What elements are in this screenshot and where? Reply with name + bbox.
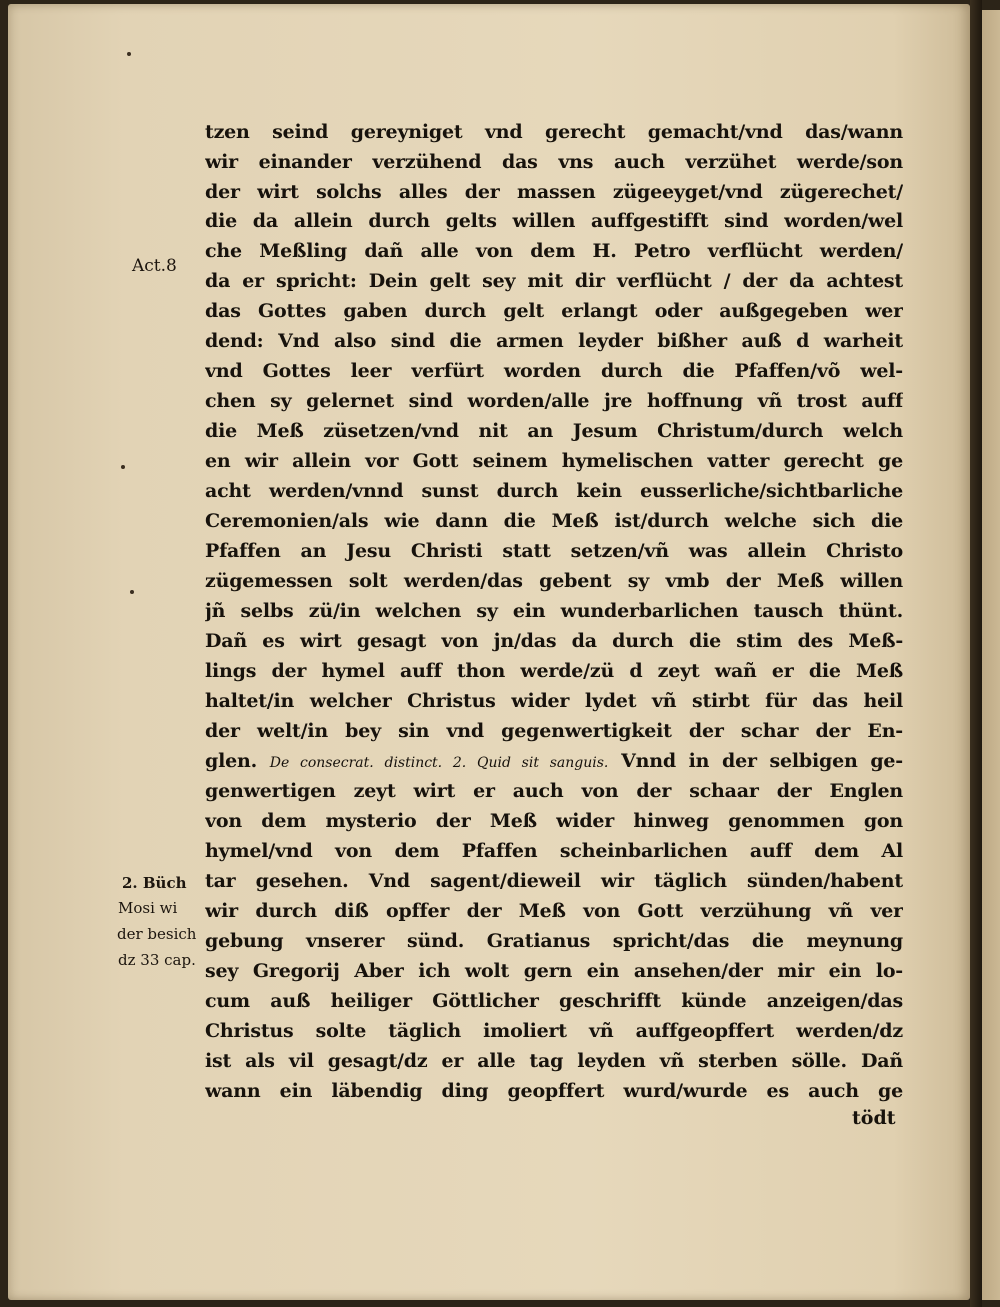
- margin-note-book-3: der besich: [117, 925, 197, 943]
- text-line: dend: Vnd also sind die armen leyder bißher auß d warheit: [205, 330, 903, 352]
- margin-note-book-2: Mosi wi: [118, 899, 178, 917]
- text-line: jñ selbs zü/in welchen sy ein wunderbarlichen tausch thünt.: [205, 600, 903, 622]
- text-line: Pfaffen an Jesu Christi statt setzen/vñ was allein Christo: [205, 540, 903, 562]
- text-line: genwertigen zeyt wirt er auch von der schaar der Englen: [205, 780, 903, 802]
- text-line: Ceremonien/als wie dann die Meß ist/durch welche sich die: [205, 510, 903, 532]
- margin-note-book-1: 2. Büch: [122, 874, 187, 892]
- canon-law-citation: De consecrat. distinct. 2. Quid sit sanguis.: [269, 755, 609, 771]
- text-line: vnd Gottes leer verfürt worden durch die Pfaffen/võ wel-: [205, 360, 903, 382]
- text-line: haltet/in welcher Christus wider lydet vñ stirbt für das heil: [205, 690, 903, 712]
- text-line: Christus solte täglich imoliert vñ auffgeopffert werden/dz: [205, 1020, 903, 1042]
- text-line: sey Gregorij Aber ich wolt gern ein ansehen/der mir ein lo-: [205, 960, 903, 982]
- text-line: tar gesehen. Vnd sagent/dieweil wir täglich sünden/habent: [205, 870, 903, 892]
- text-line: chen sy gelernet sind worden/alle jre hoffnung vñ trost auff: [205, 390, 903, 412]
- text-line: en wir allein vor Gott seinem hymelischen vatter gerecht ge: [205, 450, 903, 472]
- text-line: von dem mysterio der Meß wider hinweg genommen gon: [205, 810, 903, 832]
- text-line: der welt/in bey sin vnd gegenwertigkeit der schar der En-: [205, 720, 903, 742]
- catchword: tödt: [852, 1107, 896, 1129]
- text-line: zügemessen solt werden/das gebent sy vmb der Meß willen: [205, 570, 903, 592]
- text-line: tzen seind gereyniget vnd gerecht gemacht/vnd das/wann: [205, 121, 903, 143]
- book-gutter: [970, 0, 982, 1307]
- next-page-edge: [982, 10, 1000, 1300]
- text-line: ist als vil gesagt/dz er alle tag leyden vñ sterben sölle. Dañ: [205, 1050, 903, 1072]
- line-start: glen.: [205, 750, 258, 772]
- margin-note-book-4: dz 33 cap.: [118, 951, 196, 969]
- text-line: cum auß heiliger Göttlicher geschrifft künde anzeigen/das: [205, 990, 903, 1012]
- ink-speck: [121, 465, 125, 469]
- text-line: wann ein läbendig ding geopffert wurd/wurde es auch ge: [205, 1080, 903, 1102]
- text-line: wir einander verzühend das vns auch verzühet werde/son: [205, 151, 903, 173]
- text-line: gebung vnserer sünd. Gratianus spricht/das die meynung: [205, 930, 903, 952]
- margin-note-act: Act.8: [132, 256, 177, 276]
- text-line: wir durch diß opffer der Meß von Gott verzühung vñ ver: [205, 900, 903, 922]
- text-line: der wirt solchs alles der massen zügeeyget/vnd zügerechet/: [205, 181, 903, 203]
- ink-speck: [127, 52, 131, 56]
- ink-speck: [130, 590, 134, 594]
- text-line: da er spricht: Dein gelt sey mit dir verflücht / der da achtest: [205, 270, 903, 292]
- text-line: lings der hymel auff thon werde/zü d zeyt wañ er die Meß: [205, 660, 903, 682]
- text-line-with-citation: [205, 746, 903, 776]
- text-line: acht werden/vnnd sunst durch kein eusserliche/sichtbarliche: [205, 480, 903, 502]
- text-line: die da allein durch gelts willen auffgestifft sind worden/wel: [205, 210, 903, 232]
- text-line: hymel/vnd von dem Pfaffen scheinbarlichen auff dem Al: [205, 840, 903, 862]
- text-line: che Meßling dañ alle von dem H. Petro verflücht werden/: [205, 240, 903, 262]
- line-end: Vnnd in der selbigen ge-: [621, 750, 903, 772]
- text-line: das Gottes gaben durch gelt erlangt oder außgegeben wer: [205, 300, 903, 322]
- text-line: Dañ es wirt gesagt von jn/das da durch die stim des Meß-: [205, 630, 903, 652]
- text-line: die Meß züsetzen/vnd nit an Jesum Christum/durch welch: [205, 420, 903, 442]
